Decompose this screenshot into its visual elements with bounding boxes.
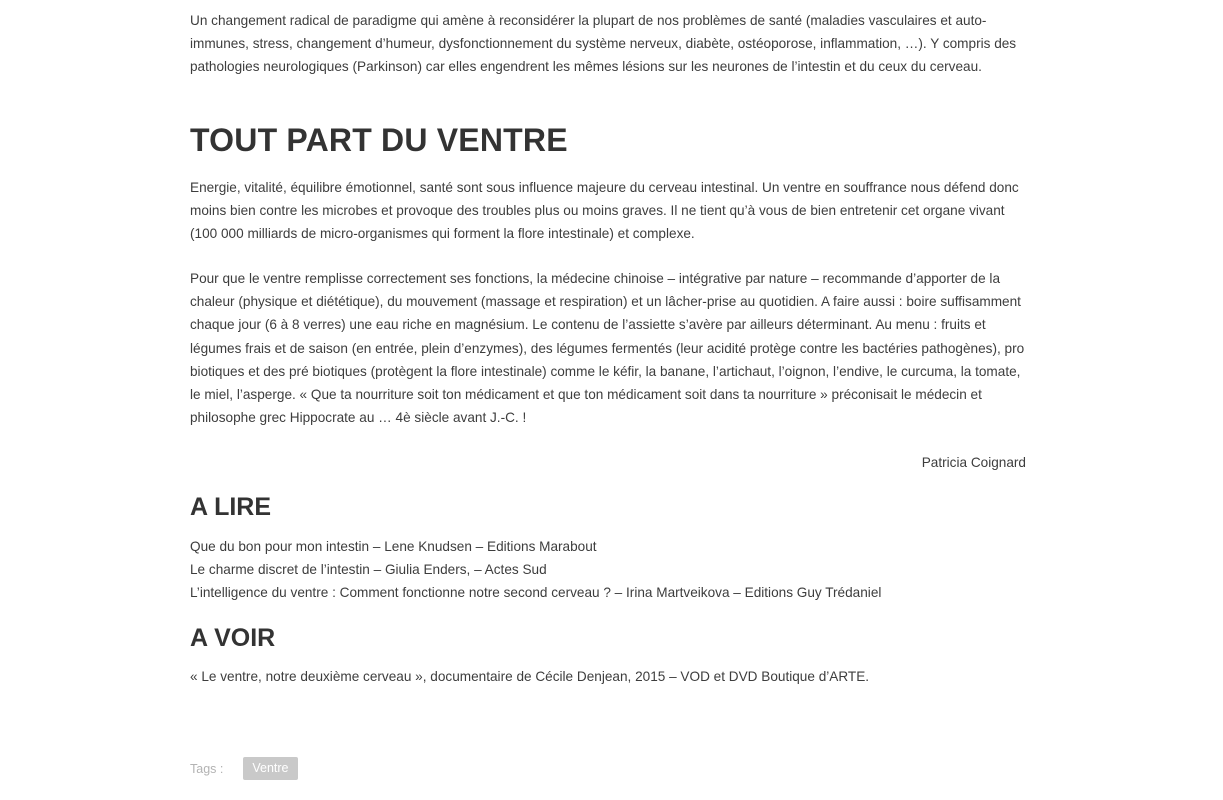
heading-a-lire: A LIRE bbox=[190, 493, 272, 521]
paragraph-fonctions: Pour que le ventre remplisse correctement ses fonctions, la médecine chinoise – intégrative par nature – recommande d’apporter de la chaleur (physique et diététique), du mouvement (massage et respiration) et un lâcher-prise au quotidien. A faire aussi : boire suffisamment chaque jour (6 à 8 verres) une eau riche en magnésium. Le contenu de l’assiette s’avère par ailleurs déterminant. Au menu : fruits et légumes frais et de saison (en entrée, plein d’enzymes), des légumes fermentés (leur acidité protège contre les bactéries pathogènes), pro biotiques et des pré biotiques (protègent la flore intestinale) comme le kéfir, la banane, l’artichaut, l’oignon, l’endive, le curcuma, la tomate, le miel, l’asperge. « Que ta nourriture soit ton médicament et que ton médicament soit dans ta nourriture » préconisait le médecin et philosophe grec Hippocrate au … 4è siècle avant J.-C. ! bbox=[190, 271, 1025, 426]
list-item: Le charme discret de l’intestin – Giulia Enders, – Actes Sud bbox=[190, 562, 547, 577]
section-heading-main: TOUT PART DU VENTRE bbox=[190, 122, 568, 158]
book-list bbox=[190, 535, 881, 604]
list-item: Que du bon pour mon intestin – Lene Knudsen – Editions Marabout bbox=[190, 539, 597, 554]
heading-a-voir: A VOIR bbox=[190, 624, 276, 652]
tags-bar bbox=[190, 757, 298, 780]
documentary-reference: « Le ventre, notre deuxième cerveau », documentaire de Cécile Denjean, 2015 – VOD et DVD Boutique d’ARTE. bbox=[190, 669, 870, 684]
intro-paragraph: Un changement radical de paradigme qui amène à reconsidérer la plupart de nos problèmes de santé (maladies vasculaires et auto-immunes, stress, changement d’humeur, dysfonctionnement du système nerveux, diabète, ostéoporose, inflammation, …). Y compris des pathologies neurologiques (Parkinson) car elles engendrent les mêmes lésions sur les neurones de l’intestin et du ceux du cerveau. bbox=[190, 13, 1017, 75]
author-signature: Patricia Coignard bbox=[921, 455, 1026, 470]
tag-ventre[interactable]: Ventre bbox=[243, 757, 297, 780]
list-item: L’intelligence du ventre : Comment fonctionne notre second cerveau ? – Irina Martveikova – Editions Guy Trédaniel bbox=[190, 585, 882, 600]
paragraph-energie: Energie, vitalité, équilibre émotionnel, santé sont sous influence majeure du cerveau intestinal. Un ventre en souffrance nous défend donc moins bien contre les microbes et provoque des troubles plus ou moins graves. Il ne tient qu’à vous de bien entretenir cet organe vivant (100 000 milliards de micro-organismes qui forment la flore intestinale) et complexe. bbox=[190, 180, 1019, 242]
tags-label: Tags : bbox=[190, 761, 224, 776]
